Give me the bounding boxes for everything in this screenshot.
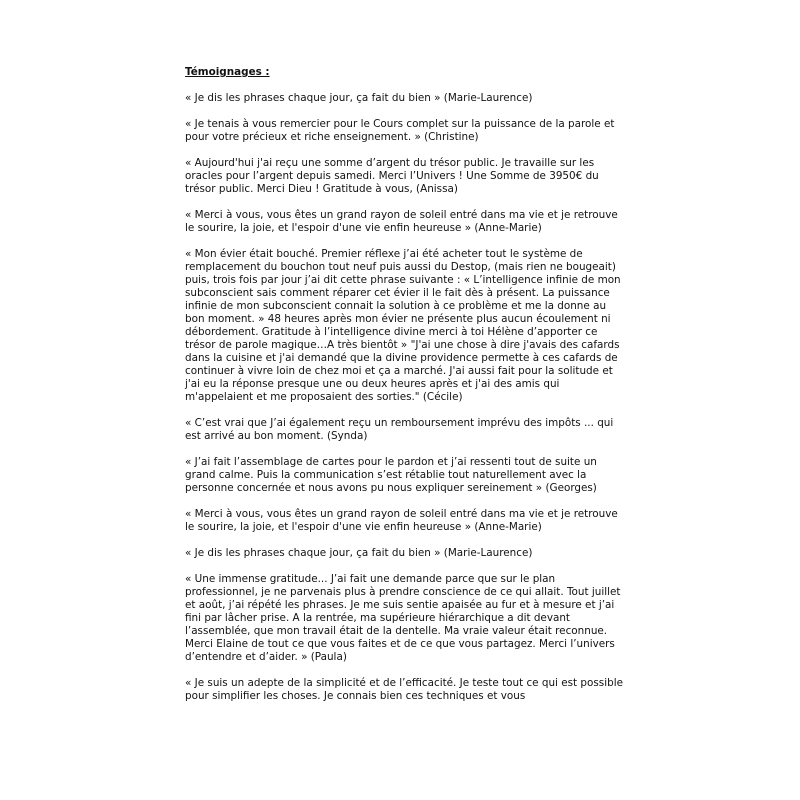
testimonial-paragraph: « Aujourd'hui j'ai reçu une somme d’argent du trésor public. Je travaille sur les oracles pour l’argent depuis samedi. Merci l’Univers ! Une Somme de 3950€ du trésor public. Merci Dieu ! Gratitude à vous, (Anissa) (185, 157, 599, 195)
testimonial-paragraph: « Je dis les phrases chaque jour, ça fait du bien » (Marie-Laurence) (185, 547, 533, 559)
testimonial-paragraph: « Merci à vous, vous êtes un grand rayon de soleil entré dans ma vie et je retrouve le sourire, la joie, et l'espoir d'une vie enfin heureuse » (Anne-Marie) (185, 508, 618, 533)
page-heading: Témoignages : (185, 66, 270, 78)
testimonial-paragraph: « Je dis les phrases chaque jour, ça fait du bien » (Marie-Laurence) (185, 92, 533, 104)
testimonial-paragraph: « C’est vrai que J’ai également reçu un remboursement imprévu des impôts ... qui est arrivé au bon moment. (Synda) (185, 417, 614, 442)
testimonial-paragraph: « Je suis un adepte de la simplicité et de l’efficacité. Je teste tout ce qui est possible pour simplifier les choses. Je connais bien ces techniques et vous (185, 677, 623, 702)
testimonial-paragraph: « Mon évier était bouché. Premier réflexe j’ai été acheter tout le système de remplacement du bouchon tout neuf puis aussi du Destop, (mais rien ne bougeait) puis, trois fois par jour j’ai dit cette phrase suivante : « L’intelligence infinie de mon subconscient sais comment réparer cet évier il le fait dès à présent. La puissance infinie de mon subconscient connait la solution à ce problème et me la donne au bon moment. » 48 heures après mon évier ne présente plus aucun écoulement ni débordement. Gratitude à l’intelligence divine merci à toi Hélène d’apporter ce trésor de parole magique…A très bientôt » "J'ai une chose à dire j'avais des cafards dans la cuisine et j'ai demandé que la divine providence permette à ces cafards de continuer à vivre loin de chez moi et ça a marché. J'ai aussi fait pour la solitude et j'ai eu la réponse presque une ou deux heures après et j'ai des amis qui m'appelaient et me proposaient des sorties." (Cécile) (185, 248, 621, 403)
testimonial-paragraph: « Une immense gratitude... J’ai fait une demande parce que sur le plan professionnel, je ne parvenais plus à prendre conscience de ce qui allait. Tout juillet et août, j’ai répété les phrases. Je me suis sentie apaisée au fur et à mesure et j’ai fini par lâcher prise. A la rentrée, ma supérieure hiérarchique a dit devant l’assemblée, que mon travail était de la dentelle. Ma vraie valeur était reconnue. Merci Elaine de tout ce que vous faites et de ce que vous partagez. Merci l’univers d’entendre et d’aider. » (Paula) (185, 573, 621, 663)
testimonial-paragraph: « J’ai fait l’assemblage de cartes pour le pardon et j’ai ressenti tout de suite un grand calme. Puis la communication s’est rétablie tout naturellement avec la personne concernée et nous avons pu nous expliquer sereinement » (Georges) (185, 456, 597, 494)
testimonial-paragraph: « Merci à vous, vous êtes un grand rayon de soleil entré dans ma vie et je retrouve le sourire, la joie, et l'espoir d'une vie enfin heureuse » (Anne-Marie) (185, 209, 618, 234)
testimonial-paragraph: « Je tenais à vous remercier pour le Cours complet sur la puissance de la parole et pour votre précieux et riche enseignement. » (Christine) (185, 118, 615, 143)
document-page (185, 66, 625, 716)
